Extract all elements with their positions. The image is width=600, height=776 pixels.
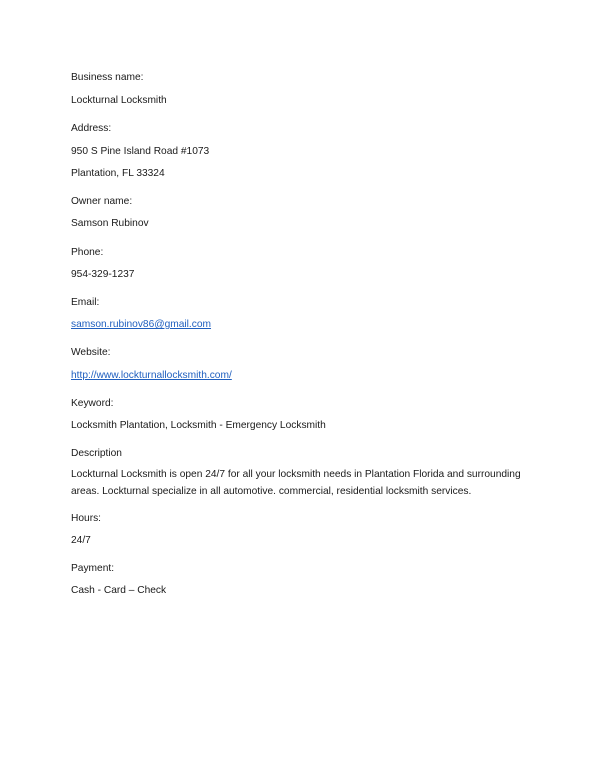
payment-label: Payment: (71, 563, 115, 574)
keyword-label: Keyword: (71, 398, 114, 409)
website-link[interactable]: http://www.lockturnallocksmith.com/ (71, 370, 232, 381)
email-label: Email: (71, 297, 100, 308)
owner-name-label: Owner name: (71, 196, 133, 207)
description-text: Lockturnal Locksmith is open 24/7 for all your locksmith needs in Plantation Florida and surrounding areas. Lockturnal specialize in all automotive. commercial, residential locksmith services. (71, 469, 521, 497)
payment-value: Cash - Card – Check (71, 585, 167, 596)
hours-label: Hours: (71, 513, 102, 524)
address-line1: 950 S Pine Island Road #1073 (71, 146, 210, 157)
website-label: Website: (71, 347, 111, 358)
hours-value: 24/7 (71, 535, 91, 546)
phone-value: 954-329-1237 (71, 269, 135, 280)
owner-name-value: Samson Rubinov (71, 218, 149, 229)
address-line2: Plantation, FL 33324 (71, 168, 165, 179)
keyword-value: Locksmith Plantation, Locksmith - Emergency Locksmith (71, 420, 326, 431)
business-name-label: Business name: (71, 72, 144, 83)
business-name-value: Lockturnal Locksmith (71, 95, 167, 106)
address-label: Address: (71, 123, 112, 134)
description-label: Description (71, 448, 122, 459)
phone-label: Phone: (71, 247, 104, 258)
email-link[interactable]: samson.rubinov86@gmail.com (71, 319, 212, 330)
